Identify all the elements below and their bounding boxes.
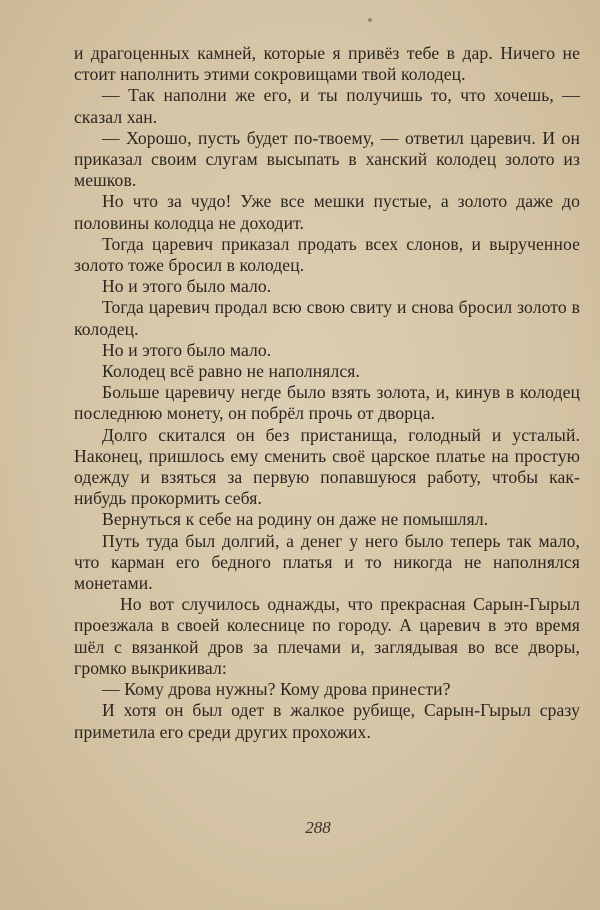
paragraph: — Хорошо, пусть будет по-твоему, — ответил царевич. И он приказал своим слугам высыпать в ханский колодец золото из мешков. — [74, 127, 580, 191]
paragraph: Вернуться к себе на родину он даже не помышлял. — [102, 509, 489, 530]
paragraph: Колодец всё равно не наполнялся. — [102, 361, 360, 382]
paragraph: Но и этого было мало. — [102, 276, 272, 297]
page-number: 288 — [305, 818, 331, 837]
paragraph: — Кому дрова нужны? Кому дрова принести? — [102, 679, 451, 700]
paragraph: и драгоценных камней, которые я привёз тебе в дар. Ничего не стоит наполнить этими сокровищами твой колодец. — [74, 43, 580, 85]
paragraph: — Так наполни же его, и ты получишь то, что хочешь, — сказал хан. — [74, 85, 580, 127]
paragraph: Тогда царевич приказал продать всех слонов, и вырученное золото тоже бросил в колодец. — [74, 233, 580, 276]
paragraph: Путь туда был долгий, а денег у него было теперь так мало, что карман его бедного платья и то никогда не наполнялся монетами. — [74, 530, 580, 594]
print-speck — [368, 18, 372, 22]
paragraph: Долго скитался он без пристанища, голодный и усталый. Наконец, пришлось ему сменить своё царское платье на простую одежду и взяться за первую попавшуюся работу, чтобы как-нибудь прокормить себя. — [74, 424, 580, 509]
body-text — [74, 43, 580, 743]
paragraph: Но что за чудо! Уже все мешки пустые, а золото даже до половины колодца не доходит. — [74, 191, 580, 233]
paragraph: Но и этого было мало. — [102, 339, 272, 360]
paragraph: И хотя он был одет в жалкое рубище, Сарын-Гырыл сразу приметила его среди других прохожих. — [74, 700, 580, 742]
paragraph: Тогда царевич продал всю свою свиту и снова бросил золото в колодец. — [74, 297, 580, 339]
paragraph: Больше царевичу негде было взять золота, и, кинув в колодец последнюю монету, он побрёл прочь от дворца. — [74, 382, 580, 424]
paragraph: Но вот случилось однажды, что прекрасная Сарын-Гырыл проезжала в своей колеснице по городу. А царевич в это время шёл с вязанкой дров за плечами и, заглядывая во все дворы, громко выкрикивал: — [74, 594, 580, 678]
